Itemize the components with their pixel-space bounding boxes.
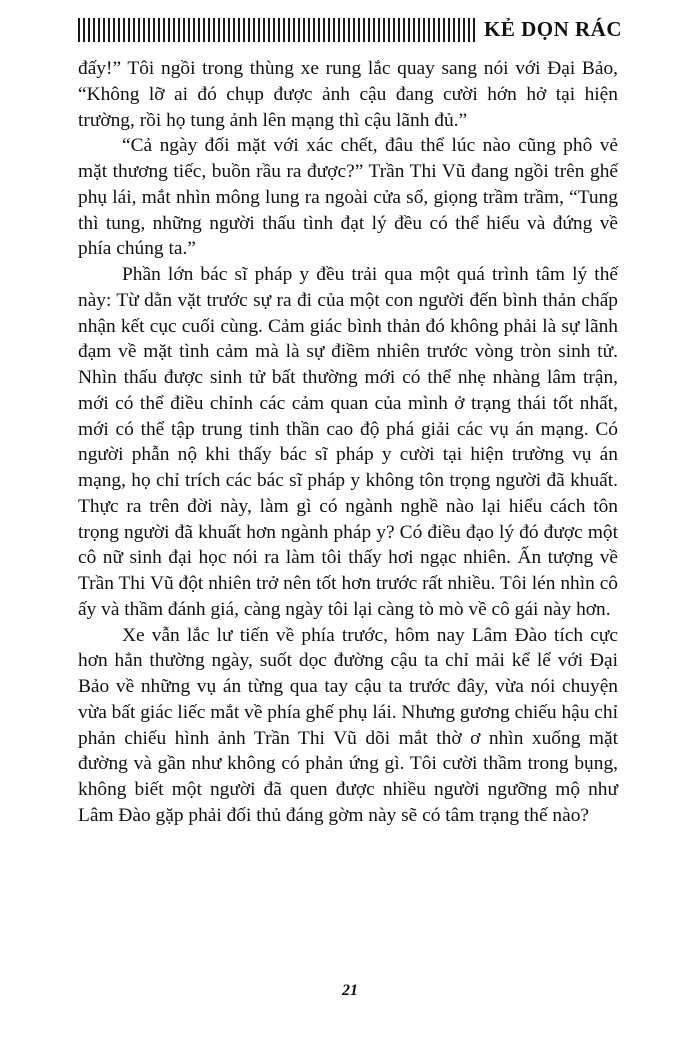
decorative-barcode-rule: [78, 18, 476, 42]
paragraph-continued: đấy!” Tôi ngồi trong thùng xe rung lắc quay sang nói với Đại Bảo, “Không lỡ ai đó chụp được ảnh cậu đang cười hớn hở tại hiện trường, rồi họ tung ảnh lên mạng thì cậu lãnh đủ.”: [78, 58, 618, 131]
page-number: 21: [342, 982, 358, 999]
paragraph: Phần lớn bác sĩ pháp y đều trải qua một quá trình tâm lý thế này: Từ dằn vặt trước sự ra đi của một con người đến bình thản chấp nhận kết cục cuối cùng. Cảm giác bình thản đó không phải là sự lãnh đạm về mặt tình cảm mà là sự điềm nhiên trước vòng tròn sinh tử. Nhìn thấu được sinh tử bất thường mới có thể nhẹ nhàng lâm trận, mới có thể điều chỉnh các cảm quan của mình ở trạng thái tốt nhất, mới có thể tập trung tinh thần cao độ phá giải các vụ án mạng. Có người phẫn nộ khi thấy bác sĩ pháp y cười tại hiện trường vụ án mạng, họ chỉ trích các bác sĩ pháp y không tôn trọng người đã khuất. Thực ra trên đời này, làm gì có ngành nghề nào lại hiểu cách tôn trọng người đã khuất hơn ngành pháp y? Có điều đạo lý đó được một cô nữ sinh đại học nói ra làm tôi thấy hơi ngạc nhiên. Ấn tượng về Trần Thi Vũ đột nhiên trở nên tốt hơn trước rất nhiều. Tôi lén nhìn cô ấy và thầm đánh giá, càng ngày tôi lại càng tò mò về cô gái này hơn.: [78, 264, 618, 620]
paragraph: “Cả ngày đối mặt với xác chết, đâu thể lúc nào cũng phô vẻ mặt thương tiếc, buồn rầu ra được?” Trần Thi Vũ đang ngồi trên ghế phụ lái, mắt nhìn mông lung ra ngoài cửa sổ, giọng trầm trầm, “Tung thì tung, những người thấu tình đạt lý đều có thể hiểu và đứng về phía chúng ta.”: [78, 135, 618, 260]
running-header: [78, 14, 623, 48]
body-text: [78, 56, 618, 829]
paragraph: Xe vẫn lắc lư tiến về phía trước, hôm nay Lâm Đào tích cực hơn hẳn thường ngày, suốt dọc đường cậu ta chỉ mải kể lể với Đại Bảo về những vụ án từng qua tay cậu ta trước đây, vừa nói chuyện vừa bất giác liếc mắt về phía ghế phụ lái. Nhưng gương chiếu hậu chỉ phản chiếu hình ảnh Trần Thi Vũ dõi mắt thờ ơ nhìn xuống mặt đường và gần như không có phản ứng gì. Tôi cười thầm trong bụng, không biết một người đã quen được nhiều người ngưỡng mộ như Lâm Đào gặp phải đối thủ đáng gờm này sẽ có tâm trạng thế nào?: [78, 624, 618, 826]
running-title: KẺ DỌN RÁC: [484, 17, 623, 41]
